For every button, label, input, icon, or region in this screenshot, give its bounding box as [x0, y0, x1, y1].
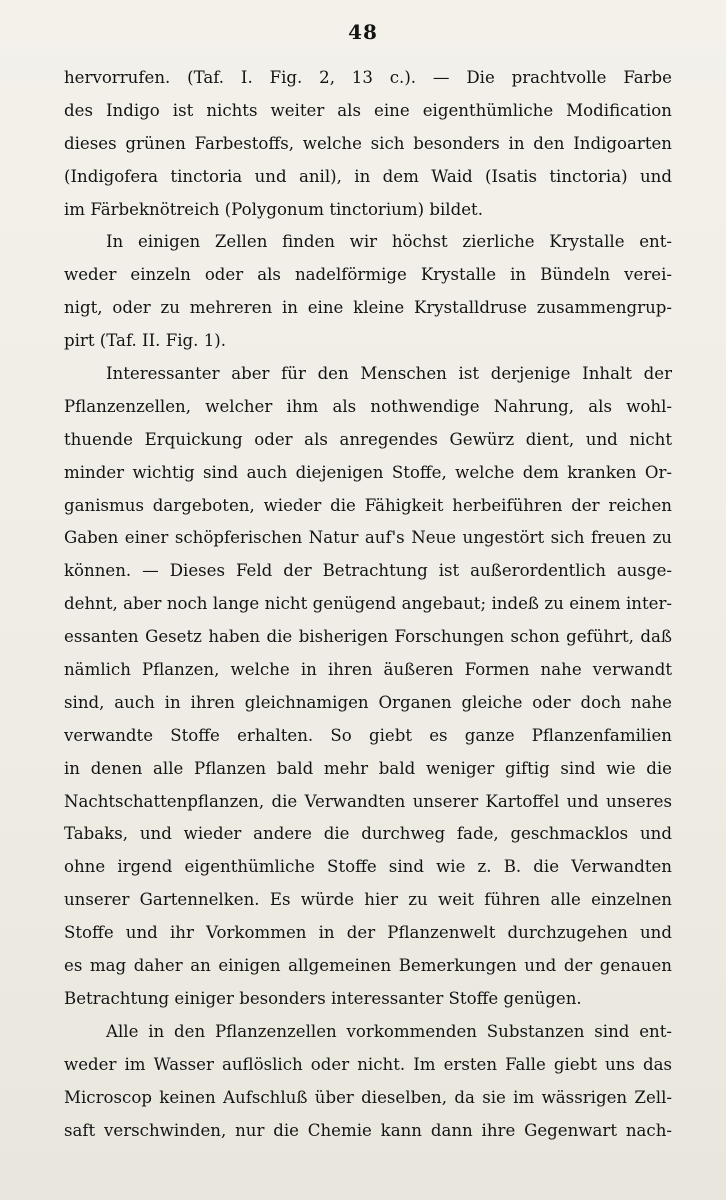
- text-line: Nachtschattenpflanzen, die Verwandten unserer Kartoffel und unseres: [64, 791, 672, 811]
- text-line: dehnt, aber noch lange nicht genügend angebaut; indeß zu einem inter-: [64, 594, 672, 614]
- text-line: Gaben einer schöpferischen Natur auf's Neue ungestört sich freuen zu: [64, 528, 672, 548]
- text-line: des Indigo ist nichts weiter als eine eigenthümliche Modification: [64, 100, 672, 120]
- text-line: in denen alle Pflanzen bald mehr bald weniger giftig sind wie die: [64, 758, 672, 778]
- text-line: sind, auch in ihren gleichnamigen Organen gleiche oder doch nahe: [64, 692, 672, 712]
- text-line: essanten Gesetz haben die bisherigen Forschungen schon geführt, daß: [64, 627, 672, 647]
- text-line: Stoffe und ihr Vorkommen in der Pflanzenwelt durchzugehen und: [64, 923, 672, 943]
- text-line: (Indigofera tinctoria und anil), in dem Waid (Isatis tinctoria) und: [64, 166, 672, 186]
- text-line: In einigen Zellen finden wir höchst zierliche Krystalle ent-: [106, 232, 672, 252]
- text-line: Alle in den Pflanzenzellen vorkommenden Substanzen sind ent-: [106, 1021, 672, 1041]
- text-line: nämlich Pflanzen, welche in ihren äußeren Formen nahe verwandt: [64, 660, 672, 680]
- text-line: können. — Dieses Feld der Betrachtung ist außerordentlich ausge-: [64, 561, 672, 581]
- body-text: [64, 62, 672, 1147]
- text-line: Microscop keinen Aufschluß über dieselben, da sie im wässrigen Zell-: [64, 1087, 672, 1107]
- text-line: Tabaks, und wieder andere die durchweg fade, geschmacklos und: [64, 824, 672, 844]
- text-line: im Färbeknötreich (Polygonum tinctorium) bildet.: [64, 199, 483, 219]
- text-line: nigt, oder zu mehreren in eine kleine Krystalldruse zusammengrup-: [64, 298, 672, 318]
- text-line: ganismus dargeboten, wieder die Fähigkeit herbeiführen der reichen: [64, 495, 672, 515]
- text-line: pirt (Taf. II. Fig. 1).: [64, 331, 227, 351]
- text-line: dieses grünen Farbestoffs, welche sich besonders in den Indigoarten: [64, 133, 672, 153]
- text-line: unserer Gartennelken. Es würde hier zu weit führen alle einzelnen: [64, 890, 672, 910]
- text-line: ohne irgend eigenthümliche Stoffe sind wie z. B. die Verwandten: [64, 857, 672, 877]
- text-line: saft verschwinden, nur die Chemie kann dann ihre Gegenwart nach-: [64, 1120, 672, 1140]
- text-line: hervorrufen. (Taf. I. Fig. 2, 13 c.). — Die prachtvolle Farbe: [64, 68, 672, 87]
- text-line: Interessanter aber für den Menschen ist derjenige Inhalt der: [106, 364, 672, 384]
- text-line: weder im Wasser auflöslich oder nicht. Im ersten Falle giebt uns das: [64, 1054, 672, 1074]
- text-line: thuende Erquickung oder als anregendes Gewürz dient, und nicht: [64, 429, 672, 449]
- text-line: Pflanzenzellen, welcher ihm als nothwendige Nahrung, als wohl-: [64, 396, 672, 416]
- text-line: Betrachtung einiger besonders interessanter Stoffe genügen.: [64, 988, 582, 1008]
- text-line: weder einzeln oder als nadelförmige Krystalle in Bündeln verei-: [64, 265, 672, 285]
- text-line: minder wichtig sind auch diejenigen Stoffe, welche dem kranken Or-: [64, 462, 672, 482]
- text-line: verwandte Stoffe erhalten. So giebt es ganze Pflanzenfamilien: [64, 725, 672, 745]
- page-number: 48: [348, 20, 378, 44]
- text-line: es mag daher an einigen allgemeinen Bemerkungen und der genauen: [64, 956, 672, 976]
